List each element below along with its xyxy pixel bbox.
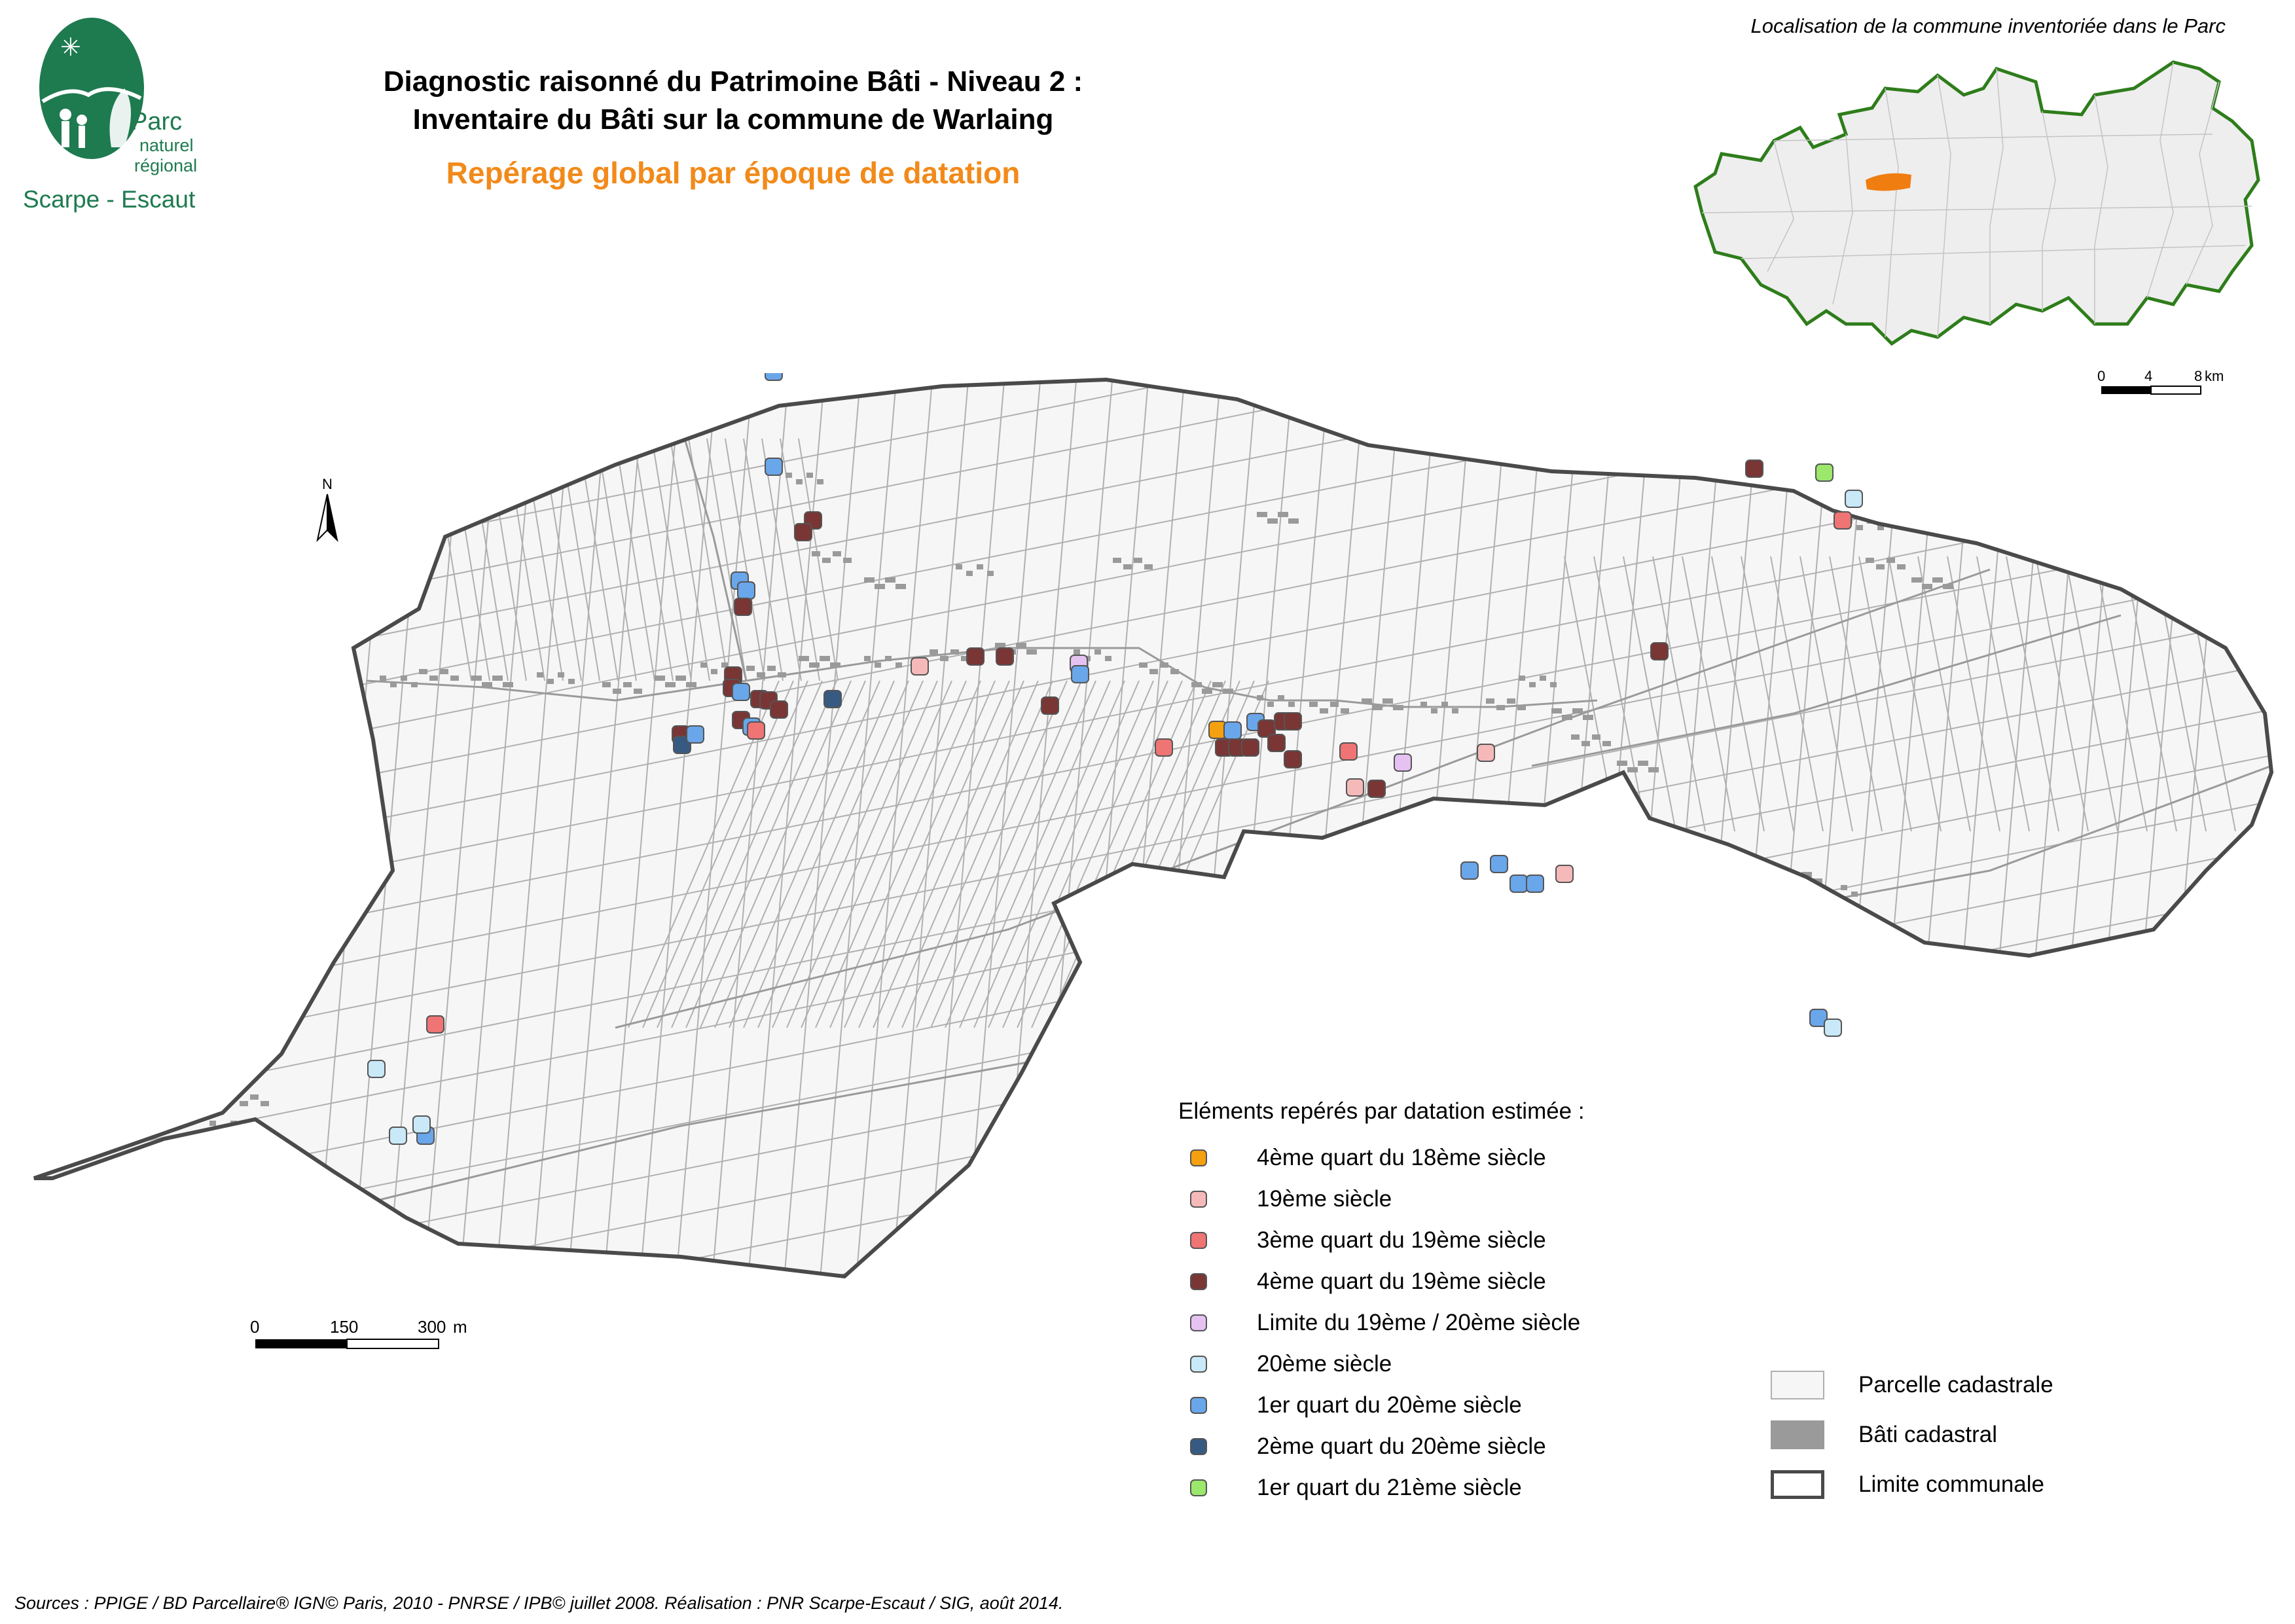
legend-label: 3ème quart du 19ème siècle <box>1257 1227 1546 1253</box>
heritage-marker <box>1394 754 1411 771</box>
map-title-line-1: Diagnostic raisonné du Patrimoine Bâti - Niveau 2 : <box>383 65 1083 98</box>
inset-caption: Localisation de la commune inventoriée dans le Parc <box>1750 14 2226 37</box>
scale-label-1: 150 <box>330 1317 359 1337</box>
north-label: N <box>322 476 333 492</box>
heritage-marker <box>389 1127 407 1144</box>
cadastral-map <box>26 373 2285 1303</box>
legend-swatch <box>1190 1397 1207 1414</box>
heritage-marker <box>687 726 704 743</box>
legend-base-item <box>1771 1470 2044 1499</box>
heritage-marker <box>765 373 782 380</box>
legend-base-swatch <box>1771 1371 1824 1399</box>
legend-swatch <box>1190 1232 1207 1249</box>
main-scale-bar <box>249 1316 484 1368</box>
heritage-marker <box>765 458 782 475</box>
heritage-marker <box>770 701 787 718</box>
heritage-marker <box>1072 666 1089 683</box>
legend-item <box>1190 1475 1522 1501</box>
park-logo <box>20 10 203 219</box>
heritage-marker <box>368 1060 385 1077</box>
heritage-marker <box>748 722 765 739</box>
heritage-marker <box>1527 875 1544 892</box>
legend-swatch <box>1190 1191 1207 1208</box>
legend-item <box>1190 1310 1580 1336</box>
map-subtitle: Repérage global par époque de datation <box>446 156 1021 190</box>
legend-swatch <box>1190 1149 1207 1166</box>
legend-base-swatch <box>1771 1470 1824 1499</box>
logo-text-2: naturel <box>139 135 194 155</box>
heritage-marker <box>1368 780 1385 797</box>
heritage-marker <box>1651 643 1668 660</box>
heritage-marker <box>1834 512 1851 529</box>
heritage-marker <box>1155 739 1172 756</box>
heritage-marker <box>1284 751 1301 768</box>
heritage-marker <box>734 598 751 615</box>
legend-label: 4ème quart du 19ème siècle <box>1257 1269 1546 1294</box>
heritage-marker <box>795 524 812 541</box>
inset-scale-label-2: 8 <box>2194 368 2203 384</box>
legend-swatch <box>1190 1438 1207 1455</box>
legend-label: 2ème quart du 20ème siècle <box>1257 1434 1546 1459</box>
inset-park-area <box>1695 62 2258 344</box>
scale-label-0: 0 <box>250 1317 260 1337</box>
map-title-line-2: Inventaire du Bâti sur la commune de Warlaing <box>412 103 1054 135</box>
heritage-marker <box>1556 865 1573 882</box>
heritage-marker <box>1510 875 1527 892</box>
legend-label: 1er quart du 20ème siècle <box>1257 1392 1522 1418</box>
legend-title: Eléments repérés par datation estimée : <box>1178 1098 1585 1124</box>
logo-text-3: régional <box>134 156 198 175</box>
legend-swatch <box>1190 1356 1207 1373</box>
legend-base-item <box>1771 1371 2053 1399</box>
heritage-marker <box>824 691 841 708</box>
heritage-marker <box>996 648 1013 665</box>
legend-item <box>1190 1392 1522 1418</box>
legend-base-item <box>1771 1420 1997 1449</box>
legend-swatch <box>1190 1314 1207 1331</box>
legend-label: 1er quart du 21ème siècle <box>1257 1475 1522 1500</box>
heritage-marker <box>732 683 750 700</box>
logo-text-4: Scarpe - Escaut <box>23 186 196 213</box>
scale-label-2: 300 <box>418 1317 446 1337</box>
heritage-marker <box>1340 743 1357 760</box>
inset-locator-map <box>1676 49 2265 389</box>
heritage-marker <box>1477 744 1494 761</box>
inset-scale-label-1: 4 <box>2144 368 2153 384</box>
heritage-marker <box>1242 739 1259 756</box>
legend-label: 19ème siècle <box>1257 1186 1392 1212</box>
legend-label: 20ème siècle <box>1257 1351 1392 1377</box>
heritage-marker <box>911 658 928 675</box>
sources-credit: Sources : PPIGE / BD Parcellaire® IGN© Paris, 2010 - PNRSE / IPB© juillet 2008. Réalisation : PNR Scarpe-Escaut / SIG, août 2014. <box>14 1593 1064 1613</box>
heritage-marker <box>1746 460 1763 477</box>
legend-label: Limite du 19ème / 20ème siècle <box>1257 1310 1581 1335</box>
heritage-marker <box>1491 856 1508 873</box>
heritage-marker <box>738 582 755 599</box>
heritage-marker <box>1041 697 1058 714</box>
legend-item <box>1190 1227 1546 1254</box>
legend-swatch <box>1190 1479 1207 1496</box>
heritage-marker <box>1816 464 1833 481</box>
heritage-marker <box>1224 722 1241 739</box>
legend-item <box>1190 1269 1546 1295</box>
north-arrow-icon <box>308 475 347 547</box>
legend-label: 4ème quart du 18ème siècle <box>1257 1145 1546 1170</box>
inset-scale-label-0: 0 <box>2097 368 2106 384</box>
legend-base-label: Limite communale <box>1858 1471 2044 1497</box>
legend-item <box>1190 1351 1392 1377</box>
legend-base-label: Bâti cadastral <box>1858 1422 1998 1447</box>
scale-unit: m <box>453 1317 467 1337</box>
logo-oval <box>39 18 144 159</box>
inset-scale-unit: km <box>2205 368 2224 384</box>
logo-text-1: Parc <box>131 108 183 135</box>
heritage-marker <box>967 648 984 665</box>
heritage-marker <box>1346 779 1364 796</box>
heritage-marker <box>1461 862 1478 879</box>
legend-base-label: Parcelle cadastrale <box>1858 1372 2053 1398</box>
legend-item <box>1190 1186 1392 1212</box>
legend-item <box>1190 1145 1546 1171</box>
legend-base-swatch <box>1771 1420 1824 1449</box>
legend-swatch <box>1190 1273 1207 1290</box>
logo-sun-icon: ✳ <box>60 33 81 62</box>
heritage-marker <box>427 1016 444 1033</box>
heritage-marker <box>1268 734 1285 751</box>
heritage-marker <box>1824 1019 1841 1036</box>
heritage-marker <box>413 1116 430 1133</box>
heritage-marker <box>1845 490 1862 507</box>
heritage-marker <box>1284 713 1301 730</box>
legend-item <box>1190 1434 1546 1460</box>
